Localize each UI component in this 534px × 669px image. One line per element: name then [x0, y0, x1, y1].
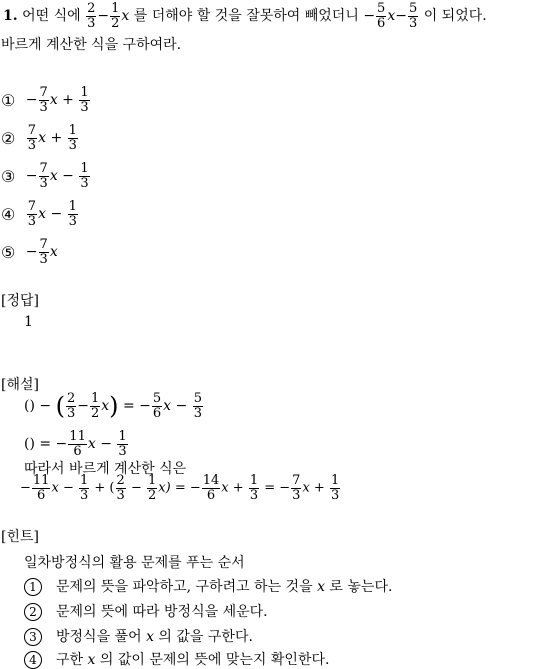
- question-text-1: 어떤 식에: [22, 8, 81, 25]
- question-text-2: 를 더해야 할 것을 잘못하여 빼었더니: [133, 8, 359, 25]
- fraction: $\frac{1}{3}$: [249, 473, 259, 503]
- fraction: $\frac{1}{3}$: [68, 123, 77, 153]
- solution-line-3: 따라서 바르게 계산한 식은: [24, 461, 187, 477]
- choice-mark: ⑤: [1, 242, 16, 262]
- choice-1[interactable]: ① − $\frac{7}{3}$ x + $\frac{1}{3}$: [1, 85, 89, 115]
- step-mark: 4: [24, 651, 42, 669]
- answer-value: 1: [24, 314, 33, 330]
- fraction: $\frac{7}{3}$: [39, 161, 48, 191]
- solution-label: [해설]: [1, 377, 39, 393]
- hint-step-1: 1 문제의 뜻을 파악하고, 구하려고 하는 것을 x 로 놓는다.: [24, 576, 392, 596]
- fraction: $\frac{5}{6}$: [377, 1, 386, 31]
- hint-label: [힌트]: [1, 529, 39, 545]
- question-number: 1.: [3, 8, 18, 25]
- fraction: $\frac{7}{3}$: [292, 473, 301, 503]
- fraction: $\frac{2}{3}$: [116, 473, 125, 503]
- fraction: $\frac{1}{3}$: [68, 199, 77, 229]
- choice-5[interactable]: ⑤ − $\frac{7}{3}$ x: [1, 237, 58, 267]
- solution-line-4: − $\frac{11}{6}$ x − $\frac{1}{3}$ + ( $\frac{2}{3}$ − $\frac{1}{2}$ x) = − $\frac{14}{6}$ x + $\frac{1}{3}$ = − $\frac{7}{3}$ x + $\frac{1}{3}$: [20, 473, 340, 503]
- fraction: $\frac{1}{3}$: [330, 473, 340, 503]
- fraction: $\frac{1}{3}$: [79, 473, 89, 503]
- choice-mark: ④: [1, 204, 16, 224]
- fraction: $\frac{1}{3}$: [80, 85, 89, 115]
- answer-label: [정답]: [1, 293, 39, 309]
- choice-3[interactable]: ③ − $\frac{7}{3}$ x − $\frac{1}{3}$: [1, 161, 89, 191]
- fraction: $\frac{7}{3}$: [27, 199, 37, 229]
- fraction: $\frac{11}{6}$: [32, 473, 50, 503]
- fraction: $\frac{1}{2}$: [111, 1, 120, 31]
- choice-4[interactable]: ④ $\frac{7}{3}$ x − $\frac{1}{3}$: [1, 199, 77, 229]
- fraction: $\frac{1}{2}$: [90, 391, 100, 421]
- solution-line-1: () − ( $\frac{2}{3}$ − $\frac{1}{2}$ x) = − $\frac{5}{6}$ x − $\frac{5}{3}$: [24, 391, 202, 421]
- hint-step-3: 3 방정식을 풀어 x 의 값을 구한다.: [24, 626, 253, 646]
- fraction: $\frac{7}{3}$: [39, 237, 48, 267]
- fraction: $\frac{1}{3}$: [80, 161, 89, 191]
- fraction: $\frac{5}{3}$: [408, 1, 418, 31]
- fraction: $\frac{2}{3}$: [66, 391, 76, 421]
- fraction: $\frac{5}{3}$: [193, 391, 202, 421]
- choice-mark: ②: [1, 128, 16, 148]
- hint-intro: 일차방정식의 활용 문제를 푸는 순서: [24, 555, 245, 571]
- fraction: $\frac{7}{3}$: [39, 85, 48, 115]
- question-text-3: 이 되었다.: [423, 8, 487, 25]
- hint-step-4: 4 구한 x 의 값이 문제의 뜻에 맞는지 확인한다.: [24, 649, 329, 669]
- choice-2[interactable]: ② $\frac{7}{3}$ x + $\frac{1}{3}$: [1, 123, 77, 153]
- choice-mark: ①: [1, 90, 16, 110]
- step-mark: 2: [24, 603, 42, 621]
- question-line-1: 1. 어떤 식에 $\frac{2}{3}$ − $\frac{1}{2}$ x 를 더해야 할 것을 잘못하여 빼었더니 − $\frac{5}{6}$ x− $\frac{5}{3}$ 이 되었다.: [3, 1, 487, 31]
- fraction: $\frac{5}{6}$: [152, 391, 162, 421]
- fraction: $\frac{14}{6}$: [202, 473, 220, 503]
- fraction: $\frac{1}{3}$: [118, 429, 127, 459]
- choice-mark: ③: [1, 166, 16, 186]
- fraction: $\frac{2}{3}$: [87, 1, 96, 31]
- question-line-2: 바르게 계산한 식을 구하여라.: [1, 37, 182, 53]
- fraction: $\frac{1}{2}$: [147, 473, 157, 503]
- step-mark: 3: [24, 628, 42, 646]
- solution-line-2: () = − $\frac{11}{6}$ x − $\frac{1}{3}$: [24, 429, 127, 459]
- hint-step-2: 2 문제의 뜻에 따라 방정식을 세운다.: [24, 601, 268, 621]
- step-mark: 1: [24, 578, 42, 596]
- fraction: $\frac{7}{3}$: [27, 123, 37, 153]
- fraction: $\frac{11}{6}$: [69, 429, 86, 459]
